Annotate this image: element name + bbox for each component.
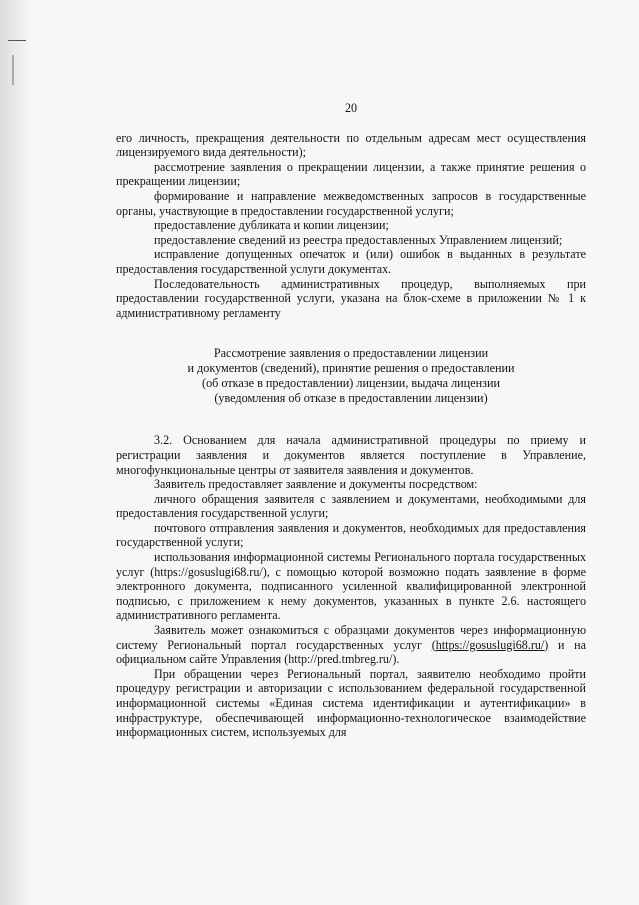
paragraph: использования информационной системы Регионального портала государственных услуг (https://gosuslugi68.ru/), с помощью которой возможно подать заявление в форме электронного документа, подписанного усиленной квалифицированной электронной подписью, с приложением к нему документов, указанных в пункте 2.6. настоящего административного регламента.: [116, 550, 586, 623]
bottom-paragraphs: [116, 433, 586, 623]
paragraph: Последовательность административных процедур, выполняемых при предоставлении государственной услуги, указана на блок-схеме в приложении № 1 к административному регламенту: [116, 276, 586, 320]
heading-line: Рассмотрение заявления о предоставлении лицензии: [213, 346, 489, 361]
paragraph: предоставление дубликата и копии лицензии;: [154, 218, 389, 233]
heading-line: (об отказе в предоставлении) лицензии, выдача лицензии: [202, 376, 500, 391]
portal-paragraph: [116, 623, 586, 667]
document-page: [116, 101, 586, 740]
paragraph: 3.2. Основанием для начала административной процедуры по приему и регистрации заявления и документов является поступление в Управление, многофункциональные центры от заявителя заявления и документов.: [116, 433, 586, 477]
heading-line: и документов (сведений), принятие решения о предоставлении: [187, 361, 515, 376]
scan-mark: [8, 40, 26, 41]
top-paragraphs: [116, 131, 586, 321]
paragraph: исправление допущенных опечаток и (или) ошибок в выданных в результате предоставления государственной услуги документах.: [116, 247, 586, 276]
page-number: 20: [344, 101, 358, 115]
portal-text-before: Заявитель может ознакомиться с образцами документов через информационную систему Региональный портал государственных услуг: [116, 623, 586, 652]
paragraph: формирование и направление межведомственных запросов в государственные органы, участвующие в предоставлении государственной услуги;: [116, 188, 586, 218]
scan-edge-shadow: [0, 0, 30, 905]
paragraph: личного обращения заявителя с заявлением и документами, необходимыми для предоставления государственной услуги;: [116, 491, 586, 521]
paragraph: его личность, прекращения деятельности по отдельным адресам мест осуществления лицензируемого вида деятельности);: [116, 130, 586, 160]
paragraph: Заявитель предоставляет заявление и документы посредством:: [154, 477, 478, 492]
section-heading: [116, 346, 586, 406]
final-paragraph: При обращении через Региональный портал, заявителю необходимо пройти процедуру регистрации и авторизации с использованием федеральной государственной информационной системы «Единая система идентификации и аутентификации» в инфраструктуре, обеспечивающей информационно-технологическое взаимодействие информационных систем, используемых для: [116, 666, 586, 740]
heading-line: (уведомления об отказе в предоставлении лицензии): [214, 391, 488, 406]
paragraph: почтового отправления заявления и документов, необходимых для предоставления государственной услуги;: [116, 520, 586, 550]
paragraph: рассмотрение заявления о прекращении лицензии, а также принятие решения о прекращении лицензии;: [116, 159, 586, 189]
portal-text-after: и на официальном сайте Управления (http://pred.tmbreg.ru/).: [116, 637, 586, 667]
paragraph: предоставление сведений из реестра предоставленных Управлением лицензий;: [154, 232, 563, 247]
scan-mark: [12, 55, 14, 85]
portal-link[interactable]: (https://gosuslugi68.ru/): [431, 637, 549, 652]
